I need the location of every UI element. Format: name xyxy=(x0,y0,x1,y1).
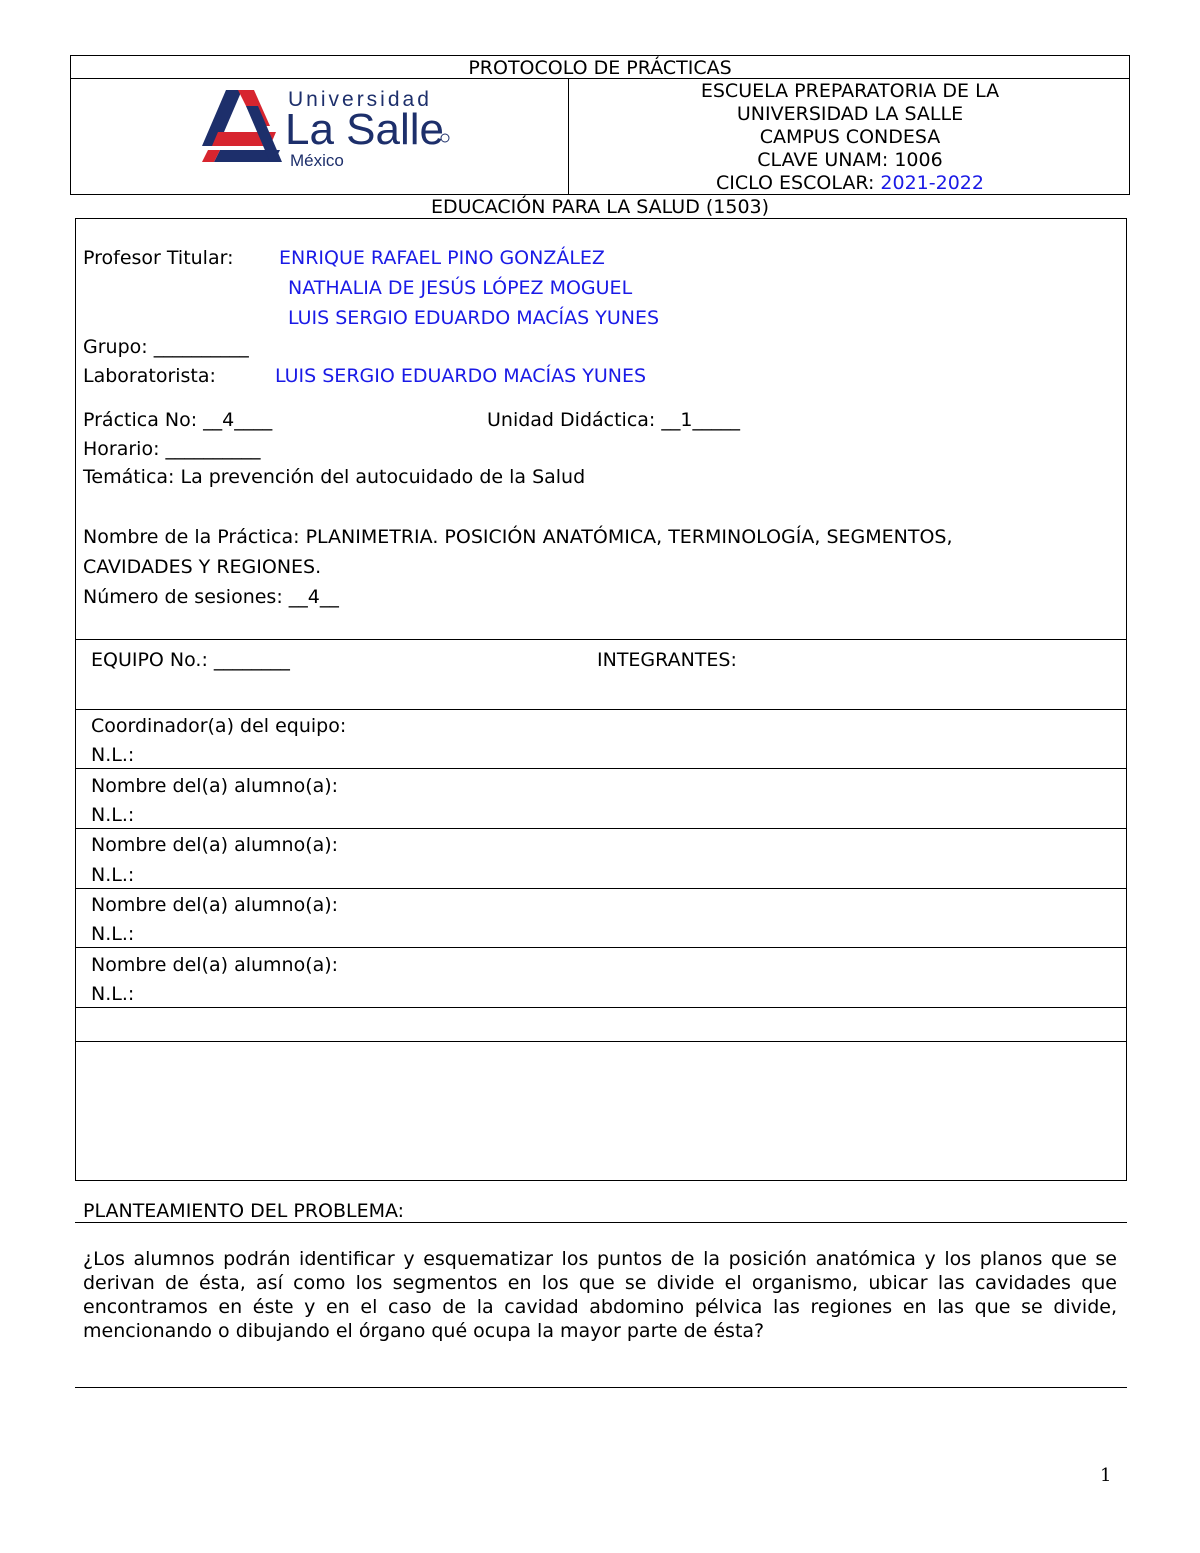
team-row-divider xyxy=(75,888,1127,889)
team-row-divider xyxy=(75,947,1127,948)
team-row-divider xyxy=(75,1041,1127,1042)
school-info xyxy=(570,80,1130,195)
school-line: UNIVERSIDAD LA SALLE xyxy=(736,103,964,125)
school-line: CLAVE UNAM: 1006 xyxy=(757,149,943,171)
cycle-label: CICLO ESCOLAR: xyxy=(716,172,881,194)
laboratorista-name: LUIS SERGIO EDUARDO MACÍAS YUNES xyxy=(275,365,647,387)
header-column-divider xyxy=(568,78,569,195)
nl-label: N.L.: xyxy=(91,864,135,886)
equipo-field: EQUIPO No.: ________ xyxy=(91,649,290,671)
profesor-name: ENRIQUE RAFAEL PINO GONZÁLEZ xyxy=(279,247,605,269)
horario-field: Horario: __________ xyxy=(83,438,261,460)
cycle-value: 2021-2022 xyxy=(880,172,984,194)
university-logo xyxy=(198,86,458,172)
nl-label: N.L.: xyxy=(91,804,135,826)
problem-title: PLANTEAMIENTO DEL PROBLEMA: xyxy=(83,1200,405,1222)
document-title: PROTOCOLO DE PRÁCTICAS xyxy=(468,57,732,79)
team-row-divider xyxy=(75,768,1127,769)
profesor-label: Profesor Titular: xyxy=(83,247,234,269)
school-cycle xyxy=(570,172,1130,195)
nombre-practica-cont: CAVIDADES Y REGIONES. xyxy=(83,556,322,578)
page-number: 1 xyxy=(1100,1465,1112,1486)
alumno-label: Nombre del(a) alumno(a): xyxy=(91,954,339,976)
nl-label: N.L.: xyxy=(91,923,135,945)
school-line: ESCUELA PREPARATORIA DE LA xyxy=(700,80,1000,102)
school-line: CAMPUS CONDESA xyxy=(759,126,941,148)
laboratorista-label: Laboratorista: xyxy=(83,365,216,387)
sesiones-field: Número de sesiones: __4__ xyxy=(83,586,339,608)
subject-title: EDUCACIÓN PARA LA SALUD (1503) xyxy=(430,196,770,218)
coordinador-label: Coordinador(a) del equipo: xyxy=(91,715,347,737)
grupo-field: Grupo: __________ xyxy=(83,336,249,358)
problem-text: ¿Los alumnos podrán identificar y esquematizar los puntos de la posición anatómica y los planos que se derivan de ésta, así como los segmentos en los que se divide el organismo, ubicar las cavidades que encontramos en éste y en el caso de la cavidad abdomino pélvica las regiones en las que se divide, mencionando o dibujando el órgano qué ocupa la mayor parte de ésta? xyxy=(83,1248,1117,1342)
nl-label: N.L.: xyxy=(91,744,135,766)
unidad-field: Unidad Didáctica: __1_____ xyxy=(487,409,740,431)
logo-word-lasalle: La Salle xyxy=(285,105,445,154)
nl-label: N.L.: xyxy=(91,983,135,1005)
team-row-divider xyxy=(75,828,1127,829)
alumno-label: Nombre del(a) alumno(a): xyxy=(91,834,339,856)
alumno-label: Nombre del(a) alumno(a): xyxy=(91,775,339,797)
profesor-name: LUIS SERGIO EDUARDO MACÍAS YUNES xyxy=(288,307,660,329)
alumno-label: Nombre del(a) alumno(a): xyxy=(91,894,339,916)
practica-field: Práctica No: __4____ xyxy=(83,409,273,431)
team-row-divider xyxy=(75,709,1127,710)
team-row-divider xyxy=(75,1007,1127,1008)
integrantes-label: INTEGRANTES: xyxy=(597,649,737,671)
logo-word-universidad: Universidad xyxy=(288,88,432,111)
nombre-practica: Nombre de la Práctica: PLANIMETRIA. POSICIÓN ANATÓMICA, TERMINOLOGÍA, SEGMENTOS, xyxy=(83,526,953,548)
profesor-name: NATHALIA DE JESÚS LÓPEZ MOGUEL xyxy=(288,277,633,299)
logo-word-mexico: México xyxy=(290,151,344,170)
tematica-field: Temática: La prevención del autocuidado de la Salud xyxy=(83,466,586,488)
